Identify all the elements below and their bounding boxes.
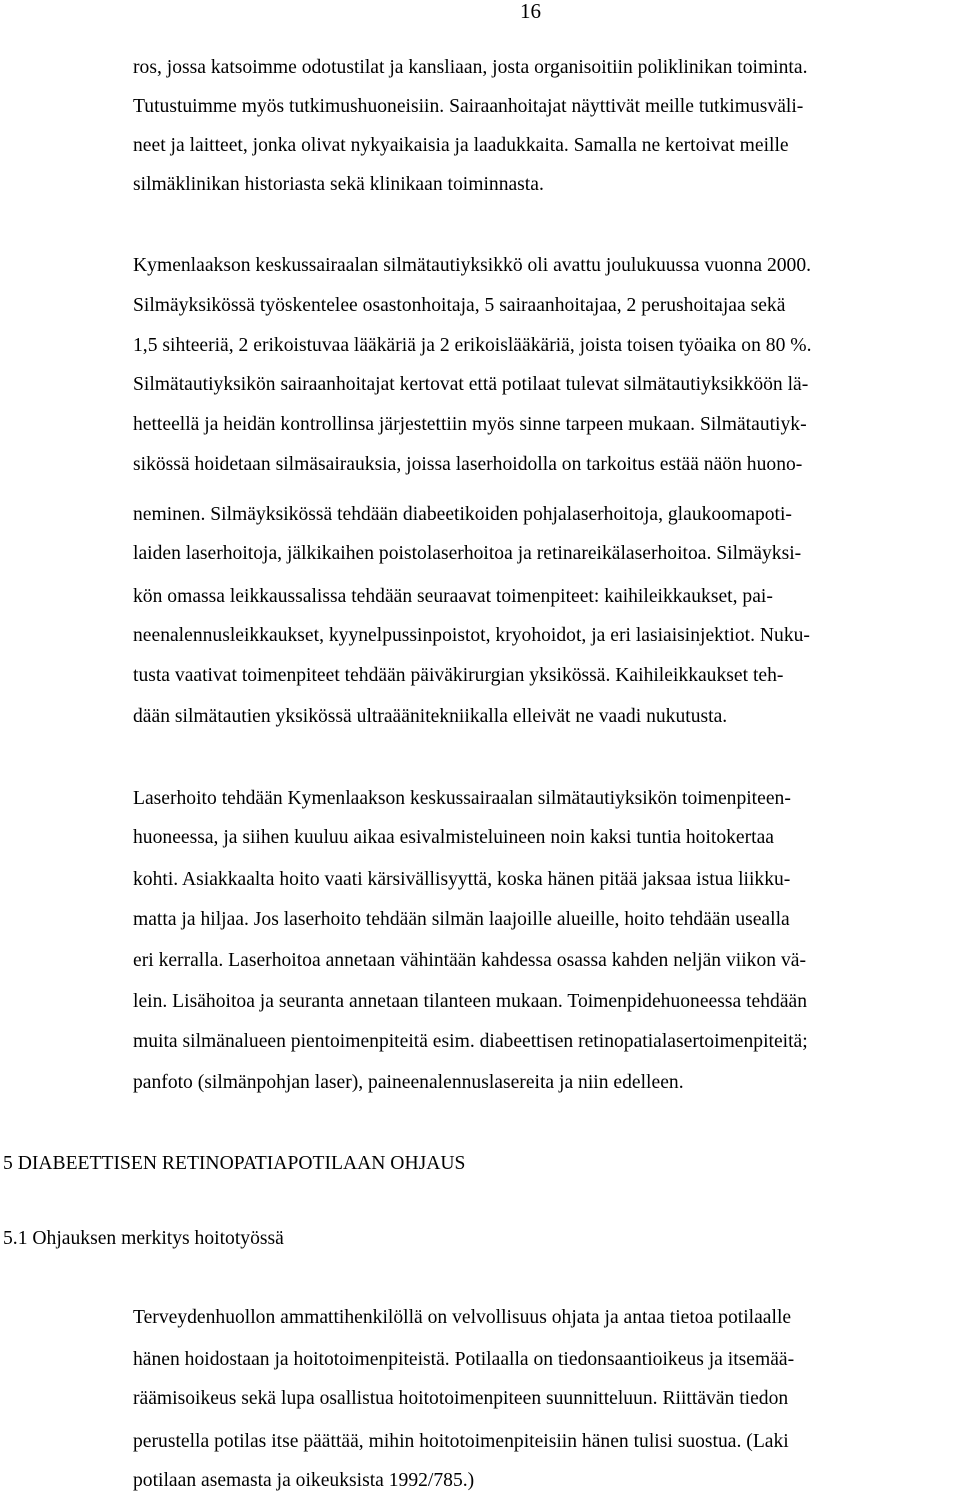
paragraph-line: tusta vaativat toimenpiteet tehdään päiväkirurgian yksikössä. Kaihileikkaukset teh- — [133, 665, 784, 686]
paragraph-line: neminen. Silmäyksikössä tehdään diabeetikoiden pohjalaserhoitoja, glaukoomapoti- — [133, 504, 792, 525]
paragraph-line: sikössä hoidetaan silmäsairauksia, joissa laserhoidolla on tarkoitus estää näön huono- — [133, 454, 803, 475]
paragraph-line: 1,5 sihteeriä, 2 erikoistuvaa lääkäriä ja 2 erikoislääkäriä, joista toisen työaika on 80 %. — [133, 335, 812, 356]
paragraph-line: potilaan asemasta ja oikeuksista 1992/785.) — [133, 1470, 475, 1491]
page-number: 16 — [520, 0, 541, 23]
section-heading: 5 DIABEETTISEN RETINOPATIAPOTILAAN OHJAUS — [3, 1153, 466, 1174]
paragraph-line: lein. Lisähoitoa ja seuranta annetaan tilanteen mukaan. Toimenpidehuoneessa tehdään — [133, 991, 808, 1012]
paragraph-line: silmäklinikan historiasta sekä klinikaan toiminnasta. — [133, 174, 544, 195]
paragraph-line: ros, jossa katsoimme odotustilat ja kansliaan, josta organisoitiin poliklinikan toiminta. — [133, 57, 808, 78]
paragraph-line: Laserhoito tehdään Kymenlaakson keskussairaalan silmätautiyksikön toimenpiteen- — [133, 788, 791, 809]
paragraph-line: Silmätautiyksikön sairaanhoitajat kertovat että potilaat tulevat silmätautiyksikköön lä- — [133, 374, 809, 395]
paragraph-line: hänen hoidostaan ja hoitotoimenpiteistä. Potilaalla on tiedonsaantioikeus ja itsemää- — [133, 1349, 795, 1370]
paragraph-line: muita silmänalueen pientoimenpiteitä esim. diabeettisen retinopatialasertoimenpiteitä; — [133, 1031, 808, 1052]
paragraph-line: panfoto (silmänpohjan laser), paineenalennuslasereita ja niin edelleen. — [133, 1072, 684, 1093]
subsection-heading: 5.1 Ohjauksen merkitys hoitotyössä — [3, 1228, 284, 1249]
paragraph-line: huoneessa, ja siihen kuuluu aikaa esivalmisteluineen noin kaksi tuntia hoitokertaa — [133, 827, 774, 848]
paragraph-line: hetteellä ja heidän kontrollinsa järjestettiin myös sinne tarpeen mukaan. Silmätautiyk- — [133, 414, 807, 435]
paragraph-line: kohti. Asiakkaalta hoito vaati kärsivällisyyttä, koska hänen pitää jaksaa istua liikku- — [133, 869, 791, 890]
paragraph-line: matta ja hiljaa. Jos laserhoito tehdään silmän laajoille alueille, hoito tehdään usealla — [133, 909, 790, 930]
paragraph-line: räämisoikeus sekä lupa osallistua hoitotoimenpiteen suunnitteluun. Riittävän tiedon — [133, 1388, 789, 1409]
paragraph-line: Kymenlaakson keskussairaalan silmätautiyksikkö oli avattu joulukuussa vuonna 2000. — [133, 255, 812, 276]
paragraph-line: laiden laserhoitoja, jälkikaihen poistolaserhoitoa ja retinareikälaserhoitoa. Silmäyksi- — [133, 543, 802, 564]
paragraph-line: kön omassa leikkaussalissa tehdään seuraavat toimenpiteet: kaihileikkaukset, pai- — [133, 586, 773, 607]
paragraph-line: eri kerralla. Laserhoitoa annetaan vähintään kahdessa osassa kahden neljän viikon vä- — [133, 950, 806, 971]
paragraph-line: Tutustuimme myös tutkimushuoneisiin. Sairaanhoitajat näyttivät meille tutkimusväli- — [133, 96, 804, 117]
paragraph-line: neenalennusleikkaukset, kyynelpussinpoistot, kryohoidot, ja eri lasiaisinjektiot. Nuku- — [133, 625, 810, 646]
paragraph-line: perustella potilas itse päättää, mihin hoitotoimenpiteisiin hänen tulisi suostua. (Laki — [133, 1431, 789, 1452]
paragraph-line: neet ja laitteet, jonka olivat nykyaikaisia ja laadukkaita. Samalla ne kertoivat meille — [133, 135, 789, 156]
paragraph-line: Terveydenhuollon ammattihenkilöllä on velvollisuus ohjata ja antaa tietoa potilaalle — [133, 1307, 792, 1328]
paragraph-line: Silmäyksikössä työskentelee osastonhoitaja, 5 sairaanhoitajaa, 2 perushoitajaa sekä — [133, 295, 786, 316]
paragraph-line: dään silmätautien yksikössä ultraäänitekniikalla elleivät ne vaadi nukutusta. — [133, 706, 728, 727]
